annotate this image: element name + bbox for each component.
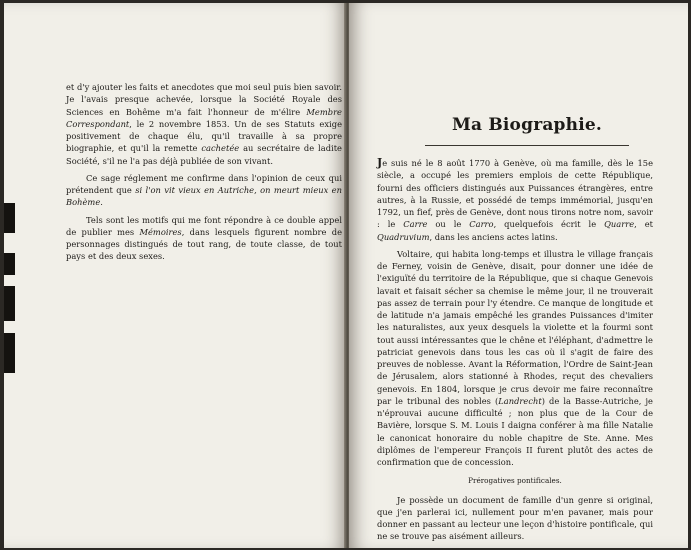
- section-heading: Prérogatives pontificales.: [468, 476, 562, 486]
- binding-tab: [4, 333, 15, 373]
- italic-run: si l'on vit vieux en Autriche, on meurt mieux en Bohème: [66, 185, 342, 208]
- text-run: Tels sont les motifs qui me font répondre à ce double appel de publier mes: [66, 214, 342, 237]
- text-run: et d'y ajouter les faits et anecdotes que moi seul puis bien savoir. Je l'avais presque achevée, lorsque la Société Royale des Sciences en Bohême m'a fait l'honneur de m'élire: [66, 82, 342, 117]
- italic-run: Mémoires: [139, 226, 182, 237]
- left-page: [4, 3, 346, 548]
- italic-run: Quarre: [604, 219, 635, 230]
- italic-run: Carre: [403, 219, 428, 230]
- binding-tab: [4, 203, 15, 233]
- chapter-title: Ma Biographie.: [451, 115, 602, 135]
- text-run: ou le: [427, 219, 470, 230]
- text-run: Voltaire, qui habita long-temps et illustra le village français de Ferney, voisin de Genève, disait, pour donner une idée de l'exiguïté du territoire de la République, que si chaque Genevois lavait et faisait sécher sa chemise le même jour, il ne trouverait pas assez de terrain pour l'y étendre. Ce manque de longitude et de latitude n'a jamais empêché les grandes Puissances d'imiter les naturalistes, aux yeux desquels la violette et la fourmi sont tout aussi intéressantes que le chêne et l'éléphant, d'admettre le patriciat genevois dans tous les cas où il s'agit de faire des preuves de noblesse. Avant la Réformation, l'Ordre de Saint-Jean de Jérusalem, alors stationné à Rhodes, reçut des chevaliers genevois. En 1804, lorsque je crus devoir me faire reconnaître par le tribunal des nobles (: [377, 248, 653, 406]
- left-paragraph: [66, 172, 342, 209]
- left-paragraph: [66, 81, 342, 167]
- binding-tab: [4, 286, 15, 321]
- text-run: e suis né le 8 août 1770 à Genève, où ma famille, dès le 15e siècle, a occupé les premiers emplois de cette République, fourni des officiers distingués aux Puissances étrangères, entre autres, à la Russie, et possédé de temps immémorial, jusqu'en 1792, un fief, près de Genève, dont nous tirons notre nom, savoir : le: [377, 158, 653, 230]
- section-paragraph: [377, 494, 653, 543]
- text-run: Ce sage réglement me confirme dans l'opinion de ceux qui prétendent que: [66, 172, 342, 195]
- left-bleed-through: [64, 63, 334, 76]
- text-run: , dans lesquels figurent nombre de personnages distingués de tout rang, de toute classe, de tout pays et des deux sexes.: [66, 226, 342, 262]
- open-book: [4, 3, 688, 548]
- title-rule: [425, 145, 629, 146]
- italic-run: Carro: [469, 219, 494, 230]
- binding-tab: [4, 253, 15, 275]
- text-run: au secrétaire de ladite Société, s'il ne l'a pas déjà publiée de son vivant.: [66, 143, 342, 166]
- text-run: , et: [634, 219, 653, 230]
- italic-run: Landrecht: [498, 395, 542, 406]
- text-run: , le 2 novembre 1853. Un de ses Statuts exige positivement de chaque élu, qu'il travaille à sa propre biographie, et qu'il la remette: [66, 118, 342, 154]
- italic-run: Quadruvium: [377, 231, 430, 242]
- italic-run: Membre Correspondant: [66, 106, 342, 129]
- italic-run: cachetée: [201, 143, 240, 154]
- right-page: [349, 3, 688, 548]
- text-run: , quelquefois écrit le: [493, 219, 605, 230]
- left-page-body: [66, 81, 342, 263]
- text-run: Je possède un document de famille d'un genre si original, que j'en parlerai ici, nullement pour m'en pavaner, mais pour donner en passant au lecteur une leçon d'histoire pontificale, qui ne se trouve pas aisément ailleurs.: [377, 494, 653, 542]
- body-paragraph: [377, 248, 653, 469]
- text-run: ) de la Basse-Autriche, je n'éprouvai aucune difficulté ; non plus que de la Cour de Bavière, lorsque S. M. Louis I daigna conférer à ma fille Natalie le canonicat honoraire du noble chapitre de Ste. Anne. Mes diplômes de l'empereur François II furent plutôt des actes de confirmation que de concession.: [377, 395, 653, 467]
- left-paragraph: [66, 214, 342, 263]
- intro-paragraph: [377, 157, 653, 243]
- right-page-body: [377, 157, 653, 543]
- text-run: , dans les anciens actes latins.: [429, 231, 558, 242]
- text-run: .: [100, 197, 103, 208]
- drop-capital: J: [377, 156, 383, 169]
